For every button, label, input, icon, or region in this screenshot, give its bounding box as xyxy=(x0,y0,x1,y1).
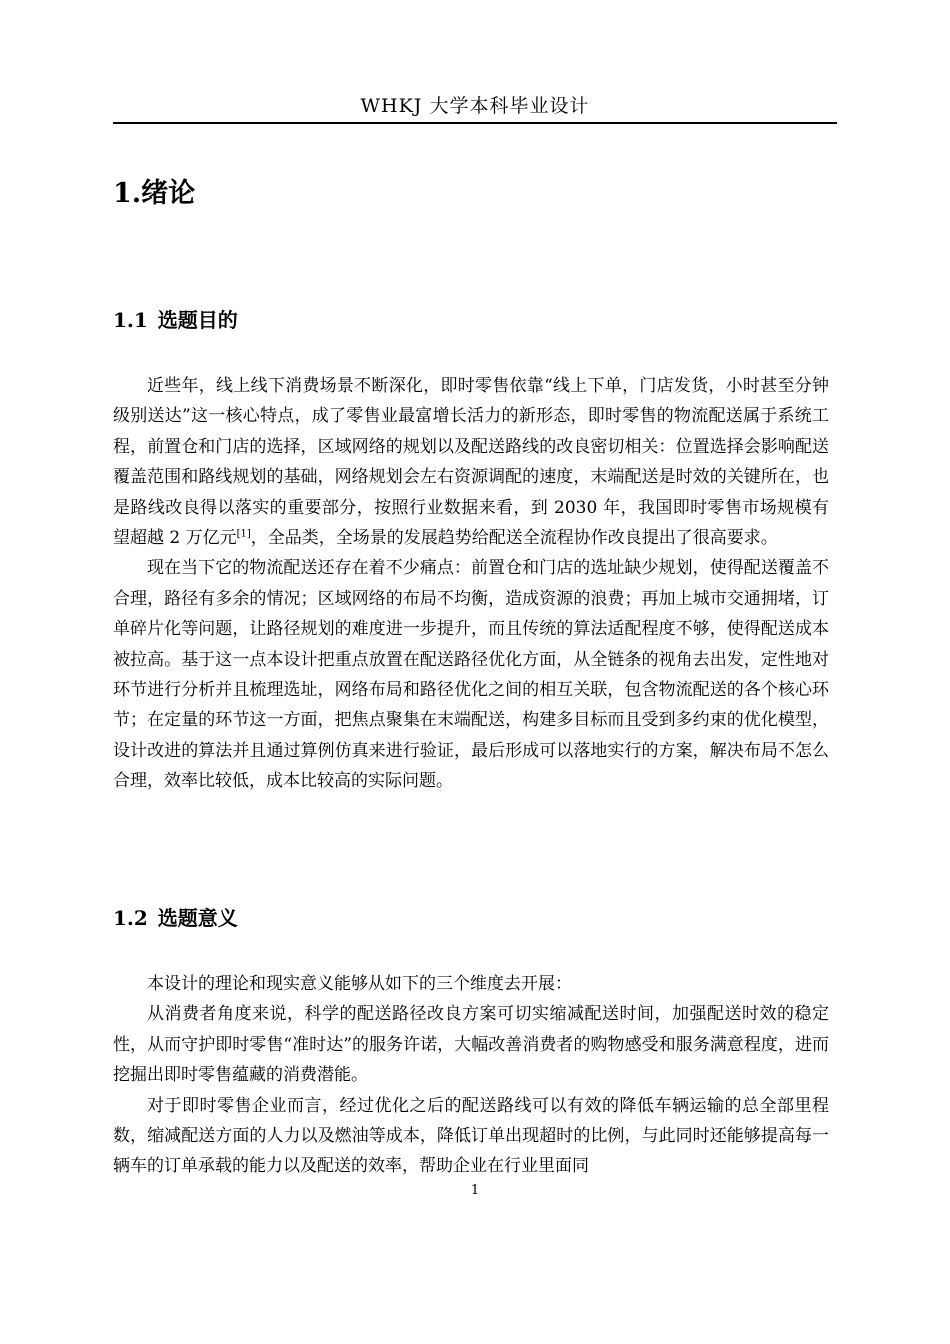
section-body-1-2 xyxy=(113,969,829,1182)
paragraph: 本设计的理论和现实意义能够从如下的三个维度去开展： xyxy=(147,974,572,994)
section-heading-1-1 xyxy=(113,305,238,335)
section-title-text: 选题意义 xyxy=(157,906,238,930)
paragraph-text: 近些年，线上线下消费场景不断深化，即时零售依靠“线上下单，门店发货，小时甚至分钟级别送达”这一核心特点，成了零售业最富增长活力的新形态，即时零售的物流配送属于系统工程，前置仓和门店的选择，区域网络的规划以及配送路线的改良密切相关：位置选择会影响配送覆盖范围和路线规划的基础，网络规划会左右资源调配的速度，末端配送是时效的关键所在，也是路线改良得以落实的重要部分，按照行业数据来看，到 2030 年，我国即时零售市场规模有望超越 2 万亿元 xyxy=(113,376,829,549)
section-body-1-1 xyxy=(113,371,829,797)
header-rule xyxy=(113,122,837,124)
running-header: WHKJ 大学本科毕业设计 xyxy=(360,95,590,117)
section-number: 1.1 xyxy=(113,308,148,332)
paragraph: 现在当下它的物流配送还存在着不少痛点：前置仓和门店的选址缺少规划，使得配送覆盖不合理，路径有多余的情况；区域网络的布局不均衡，造成资源的浪费；再加上城市交通拥堵，订单碎片化等问题，让路径规划的难度进一步提升，而且传统的算法适配程度不够，使得配送成本被拉高。基于这一点本设计把重点放置在配送路径优化方面，从全链条的视角去出发，定性地对环节进行分析并且梳理选址，网络布局和路径优化之间的相互关联，包含物流配送的各个核心环节；在定量的环节这一方面，把焦点聚集在末端配送，构建多目标而且受到多约束的优化模型，设计改进的算法并且通过算例仿真来进行验证，最后形成可以落地实行的方案，解决布局不怎么合理，效率比较低，成本比较高的实际问题。 xyxy=(113,558,829,792)
page-number: 1 xyxy=(470,1183,480,1198)
paragraph xyxy=(113,371,829,553)
section-heading-1-2 xyxy=(113,903,238,933)
paragraph: 从消费者角度来说，科学的配送路径改良方案可切实缩减配送时间，加强配送时效的稳定性，从而守护即时零售“准时达”的服务许诺，大幅改善消费者的购物感受和服务满意程度，进而挖掘出即时零售蕴藏的消费潜能。 xyxy=(113,1004,829,1086)
paragraph-text: ，全品类，全场景的发展趋势给配送全流程协作改良提出了很高要求。 xyxy=(250,528,778,549)
paragraph: 对于即时零售企业而言，经过优化之后的配送路线可以有效的降低车辆运输的总全部里程数，缩减配送方面的人力以及燃油等成本，降低订单出现超时的比例，与此同时还能够提高每一辆车的订单承载的能力以及配送的效率，帮助企业在行业里面同 xyxy=(113,1095,829,1177)
citation-marker: [1] xyxy=(236,528,251,540)
section-title-text: 选题目的 xyxy=(157,308,238,332)
chapter-title: 1.绪论 xyxy=(113,178,196,209)
section-number: 1.2 xyxy=(113,906,148,930)
